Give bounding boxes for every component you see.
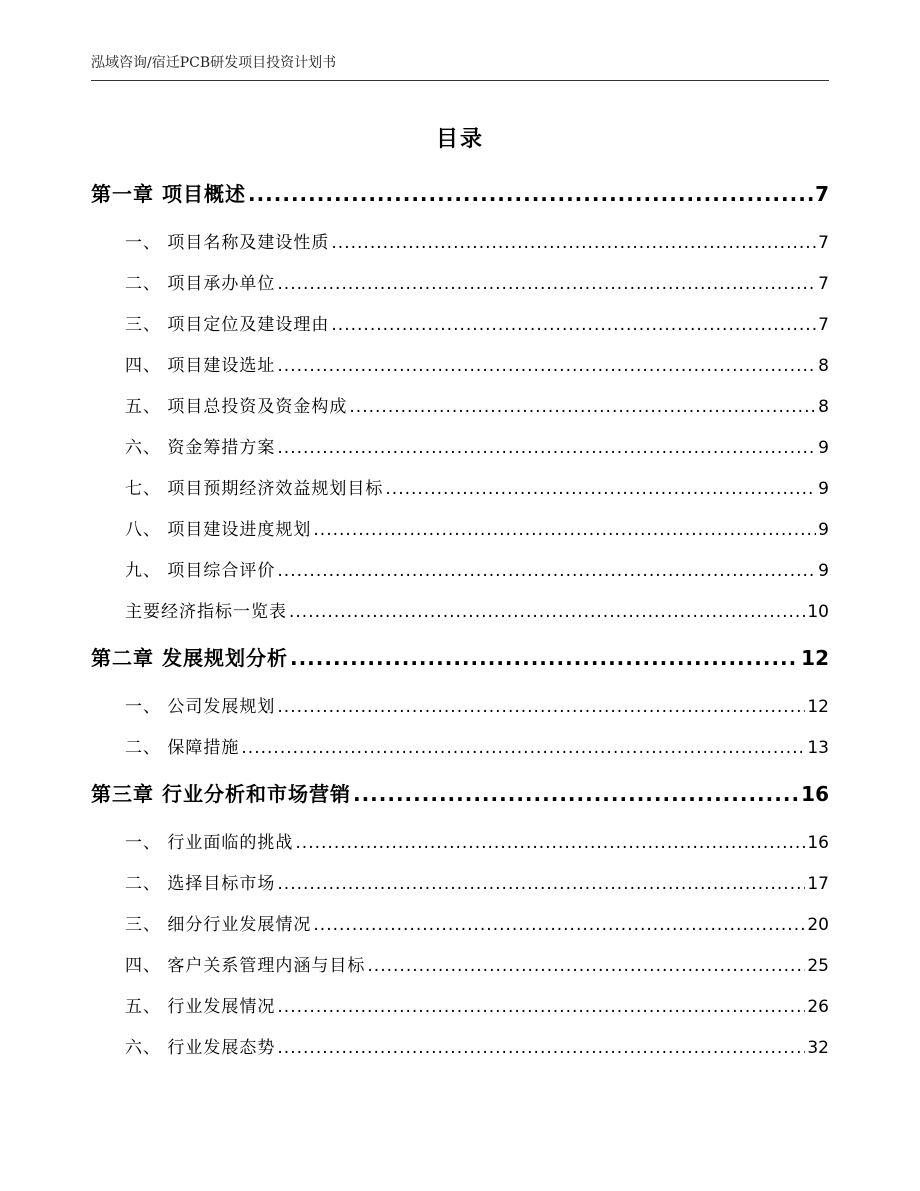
running-header: 泓域咨询/宿迁PCB研发项目投资计划书	[91, 55, 337, 71]
toc-entry-label: 二、 选择目标市场	[125, 874, 276, 894]
toc-entry-label: 第一章 项目概述	[91, 182, 246, 206]
dot-leader	[295, 833, 805, 853]
toc-entry-page-number: 7	[818, 315, 829, 335]
toc-entry-page-number: 8	[818, 356, 829, 376]
toc-entry-page-number: 7	[815, 182, 829, 206]
toc-entry-label: 七、 项目预期经济效益规划目标	[125, 479, 384, 499]
toc-entry-page-number: 9	[818, 561, 829, 581]
toc-section-entry[interactable]	[91, 474, 829, 515]
toc-entry-label: 八、 项目建设进度规划	[125, 520, 312, 540]
toc-chapter-entry[interactable]	[91, 178, 829, 218]
toc-section-entry[interactable]	[91, 733, 829, 774]
toc-entry-page-number: 9	[818, 438, 829, 458]
toc-entry-page-number: 17	[807, 874, 829, 894]
dot-leader	[277, 697, 805, 717]
dot-leader	[353, 782, 799, 806]
toc-entry-label: 一、 行业面临的挑战	[125, 833, 294, 853]
dot-leader	[290, 646, 799, 670]
table-of-contents	[91, 178, 829, 1074]
toc-title: 目录	[435, 127, 484, 152]
dot-leader	[331, 233, 816, 253]
toc-section-entry[interactable]	[91, 556, 829, 597]
dot-leader	[248, 182, 813, 206]
toc-entry-page-number: 13	[807, 738, 829, 758]
toc-entry-page-number: 8	[818, 397, 829, 417]
toc-entry-page-number: 16	[807, 833, 829, 853]
toc-entry-label: 一、 项目名称及建设性质	[125, 233, 330, 253]
toc-entry-label: 四、 客户关系管理内涵与目标	[125, 956, 366, 976]
toc-entry-page-number: 32	[807, 1038, 829, 1058]
dot-leader	[277, 274, 816, 294]
dot-leader	[385, 479, 816, 499]
toc-entry-page-number: 20	[807, 915, 829, 935]
toc-entry-page-number: 25	[807, 956, 829, 976]
toc-entry-label: 二、 项目承办单位	[125, 274, 276, 294]
toc-section-entry[interactable]	[91, 269, 829, 310]
toc-entry-label: 主要经济指标一览表	[125, 602, 287, 622]
dot-leader	[241, 738, 805, 758]
toc-section-entry[interactable]	[91, 228, 829, 269]
toc-entry-label: 一、 公司发展规划	[125, 697, 276, 717]
dot-leader	[289, 602, 805, 622]
toc-chapter-entry[interactable]	[91, 778, 829, 818]
toc-entry-page-number: 7	[818, 274, 829, 294]
dot-leader	[277, 561, 816, 581]
toc-chapter-entry[interactable]	[91, 642, 829, 682]
toc-entry-label: 六、 资金筹措方案	[125, 438, 276, 458]
toc-section-entry[interactable]	[91, 310, 829, 351]
toc-section-entry[interactable]	[91, 910, 829, 951]
spacer	[91, 818, 829, 828]
toc-entry-page-number: 12	[807, 697, 829, 717]
toc-entry-page-number: 12	[801, 646, 829, 670]
toc-entry-label: 第二章 发展规划分析	[91, 646, 288, 670]
toc-section-entry[interactable]	[91, 392, 829, 433]
dot-leader	[277, 874, 805, 894]
toc-entry-label: 九、 项目综合评价	[125, 561, 276, 581]
dot-leader	[313, 520, 816, 540]
toc-section-entry[interactable]	[91, 869, 829, 910]
toc-section-entry[interactable]	[91, 515, 829, 556]
dot-leader	[277, 997, 805, 1017]
dot-leader	[367, 956, 805, 976]
toc-section-entry[interactable]	[91, 692, 829, 733]
toc-entry-page-number: 10	[807, 602, 829, 622]
toc-entry-label: 第三章 行业分析和市场营销	[91, 782, 351, 806]
toc-section-entry[interactable]	[91, 433, 829, 474]
toc-entry-page-number: 26	[807, 997, 829, 1017]
header-rule	[91, 80, 829, 81]
toc-entry-label: 五、 行业发展情况	[125, 997, 276, 1017]
dot-leader	[277, 356, 816, 376]
toc-section-entry[interactable]	[91, 597, 829, 638]
toc-entry-page-number: 9	[818, 479, 829, 499]
toc-section-entry[interactable]	[91, 828, 829, 869]
dot-leader	[349, 397, 816, 417]
toc-entry-label: 三、 细分行业发展情况	[125, 915, 312, 935]
toc-entry-page-number: 7	[818, 233, 829, 253]
dot-leader	[331, 315, 816, 335]
toc-entry-label: 二、 保障措施	[125, 738, 240, 758]
spacer	[91, 218, 829, 228]
toc-entry-page-number: 9	[818, 520, 829, 540]
toc-section-entry[interactable]	[91, 951, 829, 992]
toc-entry-label: 五、 项目总投资及资金构成	[125, 397, 348, 417]
toc-entry-page-number: 16	[801, 782, 829, 806]
toc-section-entry[interactable]	[91, 1033, 829, 1074]
toc-section-entry[interactable]	[91, 992, 829, 1033]
dot-leader	[277, 1038, 805, 1058]
dot-leader	[277, 438, 816, 458]
toc-entry-label: 四、 项目建设选址	[125, 356, 276, 376]
dot-leader	[313, 915, 805, 935]
spacer	[91, 682, 829, 692]
toc-entry-label: 三、 项目定位及建设理由	[125, 315, 330, 335]
toc-section-entry[interactable]	[91, 351, 829, 392]
toc-entry-label: 六、 行业发展态势	[125, 1038, 276, 1058]
